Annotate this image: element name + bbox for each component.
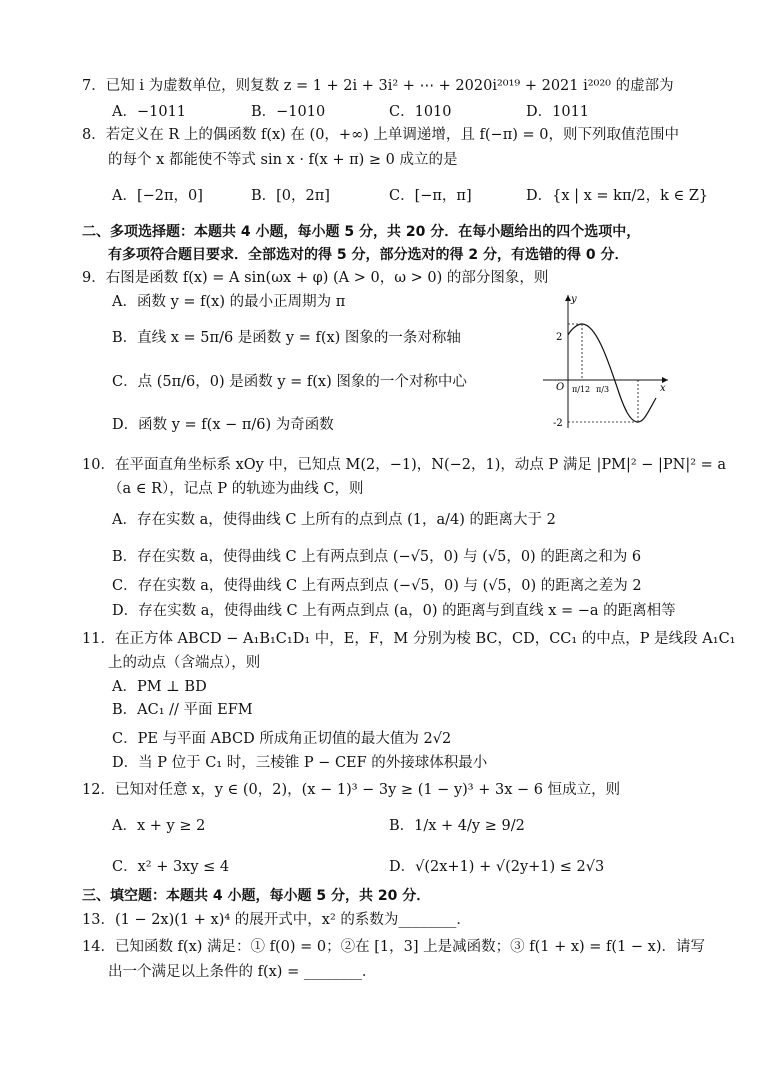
q7-option-b: B．−1010 [251, 104, 326, 120]
q12-option-d: D．√(2x+1) + √(2y+1) ≤ 2√3 [389, 859, 605, 875]
q7-option-a: A．−1011 [112, 104, 187, 120]
q11-stem-line1: 11．在正方体 ABCD − A₁B₁C₁D₁ 中，E，F，M 分别为棱 BC，CD，CC₁ 的中点，P 是线段 A₁C₁ [82, 631, 736, 647]
q10-option-d: D．存在实数 a，使得曲线 C 上有两点到点 (a，0) 的距离与到直线 x = −a 的距离相等 [112, 603, 676, 619]
q10-option-c: C．存在实数 a，使得曲线 C 上有两点到点 (−√5，0) 与 (√5，0) 的距离之差为 2 [112, 578, 642, 594]
q9-option-d: D．函数 y = f(x − π/6) 为奇函数 [112, 417, 334, 433]
q9-option-b: B．直线 x = 5π/6 是函数 y = f(x) 图象的一条对称轴 [112, 330, 461, 346]
x-label: x [660, 383, 666, 394]
q8-option-c: C．[−π，π] [389, 188, 472, 204]
y-label: y [571, 294, 577, 305]
q7-stem: 7．已知 i 为虚数单位，则复数 z = 1 + 2i + 3i² + ⋯ + 2020i²⁰¹⁹ + 2021 i²⁰²⁰ 的虚部为 [82, 78, 674, 94]
q8-stem-line2: 的每个 x 都能使不等式 sin x · f(x + π) ≥ 0 成立的是 [108, 152, 458, 168]
q11-option-b: B．AC₁ // 平面 EFM [112, 702, 253, 718]
q8-option-b: B．[0，2π] [251, 188, 330, 204]
q12-stem: 12．已知对任意 x，y ∈ (0，2)，(x − 1)³ − 3y ≥ (1 − y)³ + 3x − 6 恒成立，则 [82, 782, 621, 798]
q10-option-a: A．存在实数 a，使得曲线 C 上所有的点到点 (1，a/4) 的距离大于 2 [112, 512, 556, 528]
q10-stem-line2: （a ∈ R），记点 P 的轨迹为曲线 C，则 [108, 481, 364, 497]
q14-stem-line1: 14．已知函数 f(x) 满足：① f(0) = 0；②在 [1，3] 上是减函数；③ f(1 + x) = f(1 − x)．请写 [82, 939, 705, 955]
q11-stem-line2: 上的动点（含端点），则 [108, 655, 261, 671]
q7-option-d: D．1011 [526, 104, 590, 120]
tick-pi-over-12: π/12 [572, 385, 591, 394]
q7-option-c: C．1010 [389, 104, 452, 120]
q12-option-c: C．x² + 3xy ≤ 4 [112, 859, 230, 875]
q12-option-a: A．x + y ≥ 2 [112, 818, 206, 834]
tick-pi-over-3: π/3 [596, 385, 610, 394]
q8-option-a: A．[−2π，0] [112, 188, 203, 204]
q11-option-d: D．当 P 位于 C₁ 时，三棱锥 P − CEF 的外接球体积最小 [112, 755, 488, 771]
q12-option-b: B．1/x + 4/y ≥ 9/2 [389, 818, 525, 834]
q11-option-a: A．PM ⊥ BD [112, 679, 207, 695]
q9-option-a: A．函数 y = f(x) 的最小正周期为 π [112, 294, 346, 310]
q8-stem-line1: 8．若定义在 R 上的偶函数 f(x) 在 (0，+∞) 上单调递增，且 f(−π) = 0，则下列取值范围中 [82, 127, 679, 143]
q8-option-d: D．{x | x = kπ/2，k ∈ Z} [526, 188, 709, 204]
sine-curve [568, 324, 656, 422]
section3-heading: 三、填空题：本题共 4 小题，每小题 5 分，共 20 分． [82, 888, 431, 904]
y-min-label: -2 [553, 418, 563, 429]
q9-option-c: C．点 (5π/6，0) 是函数 y = f(x) 图象的一个对称中心 [112, 374, 467, 390]
section2-heading: 二、多项选择题：本题共 4 小题，每小题 5 分，共 20 分．在每小题给出的四个选项中， [82, 224, 641, 240]
q10-stem-line1: 10．在平面直角坐标系 xOy 中，已知点 M(2，−1)，N(−2，1)，动点 P 满足 |PM|² − |PN|² = a [82, 457, 727, 473]
q9-stem: 9．右图是函数 f(x) = A sin(ωx + φ) (A > 0，ω > 0) 的部分图象，则 [82, 270, 549, 286]
q14-stem-line2: 出一个满足以上条件的 f(x) = ________． [108, 964, 377, 980]
section2-instructions: 有多项符合题目要求．全部选对的得 5 分，部分选对的得 2 分，有选错的得 0 分． [108, 247, 629, 263]
y-max-label: 2 [556, 332, 563, 343]
q13-stem: 13．(1 − 2x)(1 + x)⁴ 的展开式中，x² 的系数为________． [82, 912, 471, 928]
q10-option-b: B．存在实数 a，使得曲线 C 上有两点到点 (−√5，0) 与 (√5，0) 的距离之和为 6 [112, 549, 642, 565]
origin-label: O [556, 382, 565, 393]
q11-option-c: C．PE 与平面 ABCD 所成角正切值的最大值为 2√2 [112, 731, 452, 747]
q9-sine-graph [538, 290, 678, 430]
